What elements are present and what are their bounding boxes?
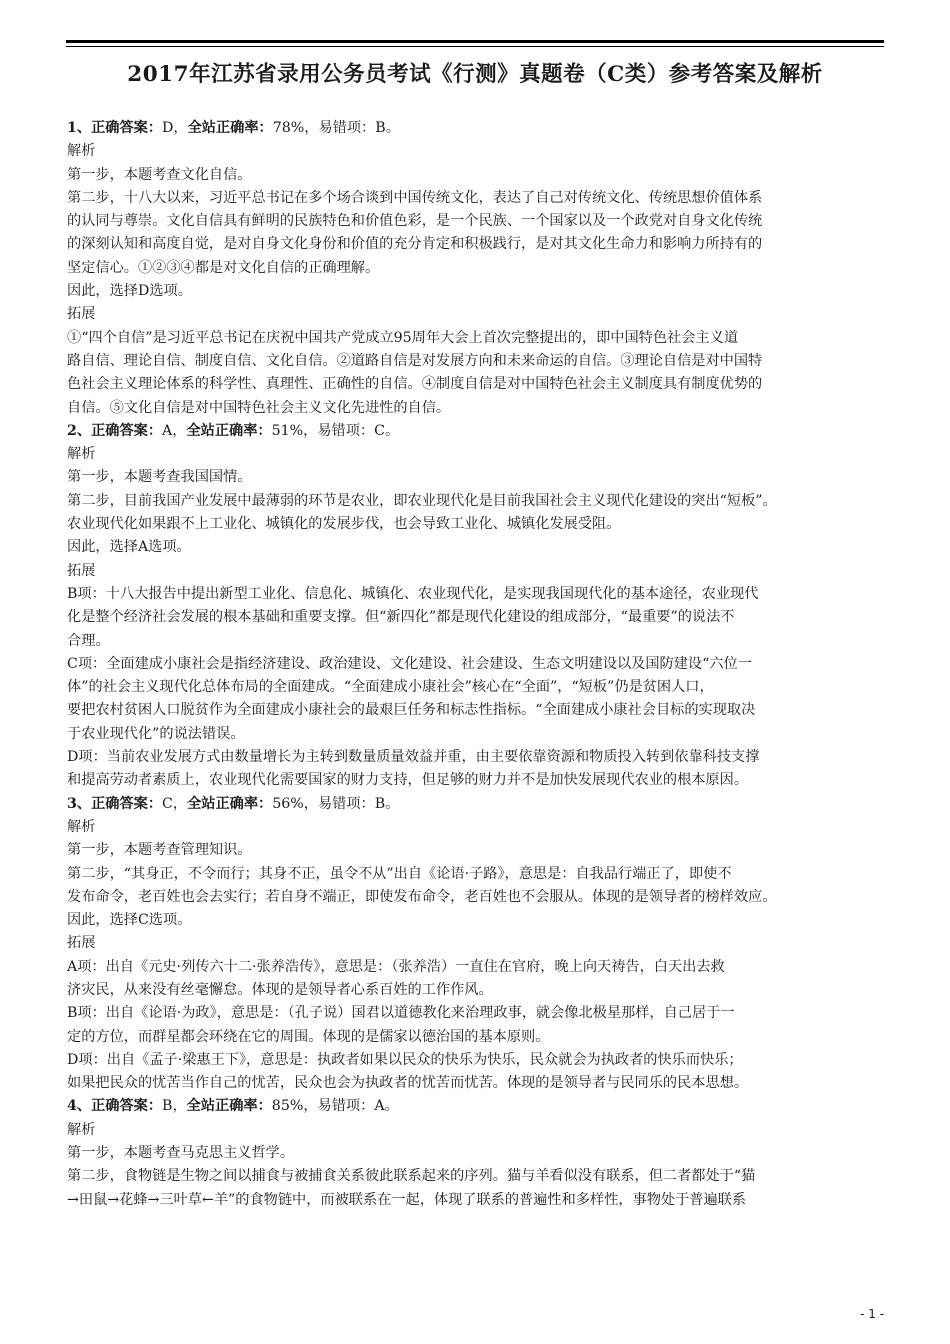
correct-answer-label: 正确答案： bbox=[91, 795, 163, 812]
extension-line: 自信。⑤文化自信是对中国特色社会主义文化先进性的自信。 bbox=[67, 399, 451, 416]
extension-line: A项：出自《元史·列传六十二·张养浩传》，意思是：（张养浩）一直住在官府，晚上向天祷告，白天出去救 bbox=[67, 958, 725, 975]
separator: 。 bbox=[385, 120, 400, 136]
analysis-line: 第一步，本题考查马克思主义哲学。 bbox=[67, 1145, 295, 1162]
accuracy-value: 56% bbox=[272, 795, 304, 812]
separator: 。 bbox=[385, 795, 400, 812]
separator: ， bbox=[303, 795, 318, 812]
extension-line: 色社会主义理论体系的科学性、真理性、正确性的自信。④制度自信是对中国特色社会主义制度具有制度优势的 bbox=[67, 376, 763, 393]
extension-line: 合理。 bbox=[67, 632, 110, 649]
accuracy-label: 全站正确率： bbox=[187, 795, 273, 812]
separator: ， bbox=[303, 1098, 318, 1115]
wrong-option-label: 易错项： bbox=[317, 1098, 375, 1115]
separator: ， bbox=[172, 422, 187, 439]
header-rule bbox=[66, 40, 884, 47]
analysis-line: 农业现代化如果跟不上工业化、城镇化的发展步伐，也会导致工业化、城镇化发展受阻。 bbox=[67, 516, 621, 533]
extension-heading: 拓展 bbox=[67, 562, 96, 579]
extension-line: 体”的社会主义现代化总体布局的全面建成。“全面建成小康社会”核心在“全面”，“短板”仍是贫困人口， bbox=[67, 679, 714, 696]
extension-line: D项：出自《孟子·梁惠王下》，意思是：执政者如果以民众的快乐为快乐，民众就会为执政者的快乐而快乐； bbox=[67, 1051, 743, 1068]
correct-answer-value: A bbox=[162, 422, 173, 439]
extension-line: 定的方位，而群星都会环绕在它的周围。体现的是儒家以德治国的基本原则。 bbox=[67, 1028, 550, 1045]
extension-line: 济灾民，从来没有丝毫懈怠。体现的是领导者心系百姓的工作作风。 bbox=[67, 981, 493, 998]
analysis-line: 因此，选择C选项。 bbox=[67, 912, 192, 929]
separator: ， bbox=[303, 422, 318, 439]
question-number: 1、 bbox=[67, 120, 92, 136]
question-number: 4、 bbox=[67, 1098, 92, 1115]
wrong-option-value: C bbox=[374, 422, 385, 439]
extension-line: 化是整个经济社会发展的根本基础和重要支撑。但“新四化”都是现代化建设的组成部分，“最重要”的说法不 bbox=[67, 609, 735, 626]
analysis-line: 坚定信心。①②③④都是对文化自信的正确理解。 bbox=[67, 259, 380, 276]
correct-answer-value: D bbox=[162, 120, 174, 136]
analysis-line: 第二步，食物链是生物之间以捕食与被捕食关系彼此联系起来的序列。猫与羊看似没有联系，但二者都处于“猫 bbox=[67, 1168, 756, 1185]
answer-header bbox=[67, 793, 884, 816]
extension-line: C项：全面建成小康社会是指经济建设、政治建设、文化建设、社会建设、生态文明建设以及国防建设“六位一 bbox=[67, 655, 752, 672]
analysis-line: 发布命令，老百姓也会去实行；若自身不端正，即使发布命令，老百姓也不会服从。体现的是领导者的榜样效应。 bbox=[67, 888, 777, 905]
separator: ， bbox=[304, 120, 319, 136]
correct-answer-value: C bbox=[162, 795, 173, 812]
analysis-heading: 解析 bbox=[67, 1121, 96, 1138]
extension-line: B项：十八大报告中提出新型工业化、信息化、城镇化、农业现代化，是实现我国现代化的基本途径，农业现代 bbox=[67, 585, 759, 602]
answer-header bbox=[67, 1095, 884, 1118]
correct-answer-label: 正确答案： bbox=[91, 422, 163, 439]
page-title: 2017年江苏省录用公务员考试《行测》真题卷（C类）参考答案及解析 bbox=[127, 62, 823, 87]
extension-line: 于农业现代化”的说法错误。 bbox=[67, 725, 245, 742]
analysis-line: 的认同与尊崇。文化自信具有鲜明的民族特色和价值色彩，是一个民族、一个国家以及一个政党对自身文化传统 bbox=[67, 213, 763, 230]
question-number: 3、 bbox=[67, 795, 92, 812]
extension-line: 如果把民众的忧苦当作自己的忧苦，民众也会为执政者的忧苦而忧苦。体现的是领导者与民同乐的民本思想。 bbox=[67, 1075, 749, 1092]
extension-line: ①“四个自信”是习近平总书记在庆祝中国共产党成立95周年大会上首次完整提出的，即中国特色社会主义道 bbox=[67, 329, 739, 346]
question-number: 2、 bbox=[67, 422, 92, 439]
analysis-heading: 解析 bbox=[67, 143, 96, 160]
extension-line: 和提高劳动者素质上，农业现代化需要国家的财力支持，但足够的财力并不是加快发展现代农业的根本原因。 bbox=[67, 772, 749, 789]
analysis-line: 第一步，本题考查管理知识。 bbox=[67, 842, 252, 859]
wrong-option-label: 易错项： bbox=[317, 795, 375, 812]
wrong-option-value: A bbox=[374, 1098, 385, 1115]
answer-header bbox=[67, 117, 884, 140]
separator: 。 bbox=[384, 422, 400, 439]
separator: ， bbox=[172, 795, 188, 812]
extension-line: D项：当前农业发展方式由数量增长为主转到数量质量效益并重，由主要依靠资源和物质投入转到依靠科技支撑 bbox=[67, 749, 760, 766]
analysis-heading: 解析 bbox=[67, 818, 96, 835]
separator: ， bbox=[173, 120, 188, 136]
wrong-option-label: 易错项： bbox=[318, 120, 376, 136]
accuracy-label: 全站正确率： bbox=[186, 422, 272, 439]
answers-body bbox=[67, 117, 884, 1212]
accuracy-label: 全站正确率： bbox=[186, 1098, 272, 1115]
accuracy-value: 51% bbox=[271, 422, 304, 439]
analysis-heading: 解析 bbox=[67, 446, 96, 463]
correct-answer-label: 正确答案： bbox=[91, 120, 163, 136]
analysis-line: 第二步，十八大以来，习近平总书记在多个场合谈到中国传统文化，表达了自己对传统文化、传统思想价值体系 bbox=[67, 189, 763, 206]
correct-answer-value: B bbox=[162, 1098, 173, 1115]
separator: ， bbox=[172, 1098, 187, 1115]
analysis-line: 第二步，目前我国产业发展中最薄弱的环节是农业，即农业现代化是目前我国社会主义现代化建设的突出“短板”。 bbox=[67, 492, 777, 509]
separator: 。 bbox=[384, 1098, 399, 1115]
analysis-line: 因此，选择D选项。 bbox=[67, 283, 192, 300]
analysis-line: 因此，选择A选项。 bbox=[67, 539, 191, 556]
wrong-option-value: B bbox=[374, 795, 386, 812]
extension-line: B项：出自《论语·为政》，意思是：（孔子说）国君以道德教化来治理政事，就会像北极星那样，自己居于一 bbox=[67, 1005, 735, 1022]
extension-line: 要把农村贫困人口脱贫作为全面建成小康社会的最艰巨任务和标志性指标。“全面建成小康社会目标的实现取决 bbox=[67, 702, 756, 719]
answer-header bbox=[67, 420, 884, 443]
wrong-option-label: 易错项： bbox=[317, 422, 375, 439]
extension-heading: 拓展 bbox=[67, 306, 96, 323]
analysis-line: 第一步，本题考查文化自信。 bbox=[67, 166, 252, 183]
analysis-line: 的深刻认知和高度自觉，是对自身文化身份和价值的充分肯定和积极践行，是对其文化生命力和影响力所持有的 bbox=[67, 236, 763, 253]
accuracy-label: 全站正确率： bbox=[187, 120, 273, 136]
extension-line: 路自信、理论自信、制度自信、文化自信。②道路自信是对发展方向和未来命运的自信。③理论自信是对中国特 bbox=[67, 352, 763, 369]
analysis-line: →田鼠→花蜂→三叶草←羊”的食物链中，而被联系在一起，体现了联系的普遍性和多样性，事物处于普遍联系 bbox=[67, 1191, 747, 1208]
analysis-line: 第一步，本题考查我国国情。 bbox=[67, 469, 252, 486]
correct-answer-label: 正确答案： bbox=[91, 1098, 163, 1115]
accuracy-value: 78% bbox=[272, 120, 305, 136]
extension-heading: 拓展 bbox=[67, 935, 96, 952]
page-number: - 1 - bbox=[860, 1307, 884, 1321]
wrong-option-value: B bbox=[375, 120, 386, 136]
accuracy-value: 85% bbox=[271, 1098, 304, 1115]
analysis-line: 第二步，“其身正，不令而行；其身不正，虽令不从”出自《论语·子路》，意思是：自我品行端正了，即使不 bbox=[67, 865, 732, 882]
